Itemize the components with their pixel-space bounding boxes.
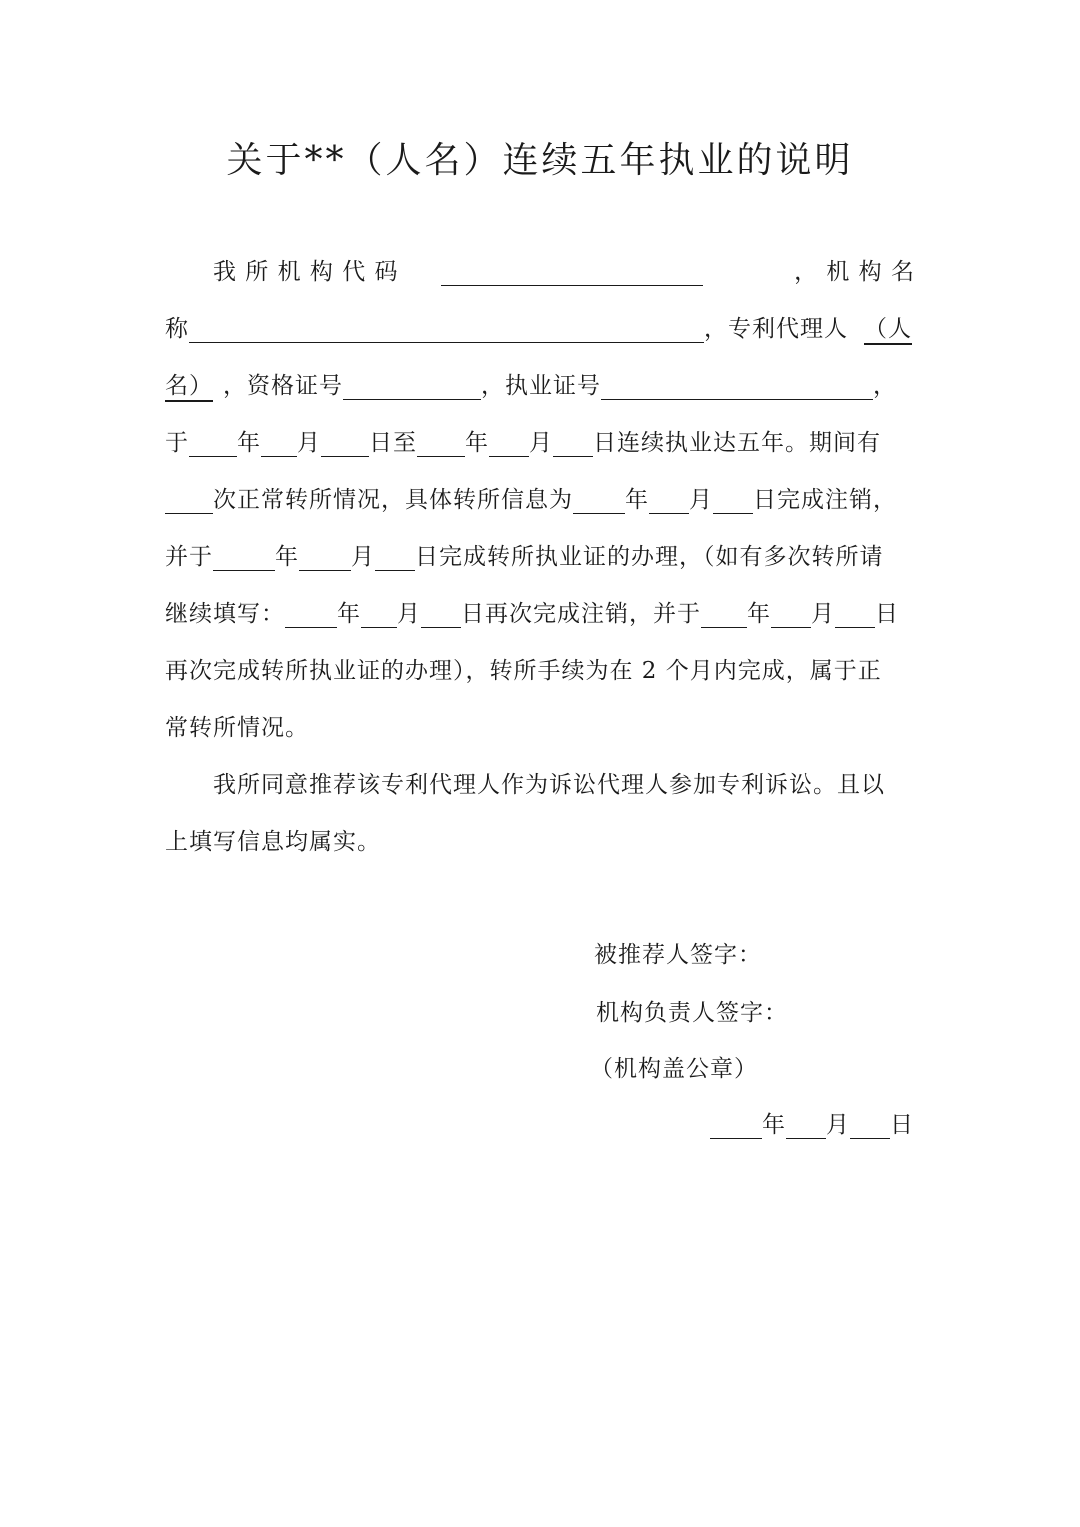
end-year-blank[interactable]: [417, 426, 465, 457]
p1-line-1: [165, 244, 915, 301]
agent-name-placeholder[interactable]: （人: [864, 316, 912, 342]
head-signature-label: 机构负责人签字：: [596, 1000, 788, 1026]
institution-code-blank[interactable]: [441, 255, 703, 286]
start-month-blank[interactable]: [261, 426, 297, 457]
end-day-blank[interactable]: [553, 426, 593, 457]
transfer-day-blank[interactable]: [375, 540, 415, 571]
p1-line-2: 称 ，专利代理人 （人: [165, 301, 915, 358]
retransfer-month-blank[interactable]: [771, 597, 811, 628]
transfer-month-blank[interactable]: [299, 540, 351, 571]
institution-code-label: 我 所 机 构 代 码: [213, 259, 399, 285]
end-month-blank[interactable]: [489, 426, 529, 457]
p1-line-9: 常转所情况。: [165, 715, 309, 741]
institution-name-blank[interactable]: [189, 312, 704, 343]
cancel-year-blank[interactable]: [573, 483, 625, 514]
document-title: 关于**（人名）连续五年执业的说明: [226, 140, 854, 181]
p1-line-7: 继续填写： 年 月 日再次完成注销，并于 年 月 日: [165, 586, 915, 643]
agent-name-placeholder-cont[interactable]: 名）: [165, 373, 213, 399]
institution-name-label: ， 机 构 名: [794, 259, 915, 285]
transfer-year-blank[interactable]: [213, 540, 275, 571]
p1-line-8: 再次完成转所执业证的办理），转所手续为在 2 个月内完成，属于正: [165, 658, 882, 684]
cancel-month-blank[interactable]: [649, 483, 689, 514]
recancel-day-blank[interactable]: [421, 597, 461, 628]
signature-date: 年 月 日: [710, 1106, 914, 1139]
sign-month-blank[interactable]: [786, 1108, 826, 1139]
sign-year-blank[interactable]: [710, 1108, 762, 1139]
practice-cert-blank[interactable]: [601, 369, 873, 400]
start-day-blank[interactable]: [321, 426, 369, 457]
recommended-signature-label: 被推荐人签字：: [594, 942, 762, 968]
p1-line-4: 于 年 月 日至 年 月 日连续执业达五年。期间有: [165, 415, 915, 472]
start-year-blank[interactable]: [189, 426, 237, 457]
p1-line-6: 并于 年 月 日完成转所执业证的办理，（如有多次转所请: [165, 529, 915, 586]
qualification-cert-blank[interactable]: [343, 369, 481, 400]
recancel-year-blank[interactable]: [285, 597, 337, 628]
cancel-day-blank[interactable]: [713, 483, 753, 514]
recancel-month-blank[interactable]: [361, 597, 397, 628]
retransfer-year-blank[interactable]: [701, 597, 747, 628]
p2-line-1: 我所同意推荐该专利代理人作为诉讼代理人参加专利诉讼。且以: [213, 772, 885, 798]
sign-day-blank[interactable]: [850, 1108, 890, 1139]
transfer-count-blank[interactable]: [165, 483, 213, 514]
document-body: [165, 244, 915, 871]
retransfer-day-blank[interactable]: [835, 597, 875, 628]
p1-line-5: 次正常转所情况，具体转所信息为 年 月 日完成注销，: [165, 472, 915, 529]
p2-line-2: 上填写信息均属实。: [165, 829, 381, 855]
seal-label: （机构盖公章）: [590, 1056, 758, 1082]
p1-line-3: 名） ，资格证号 ，执业证号 ，: [165, 358, 915, 415]
